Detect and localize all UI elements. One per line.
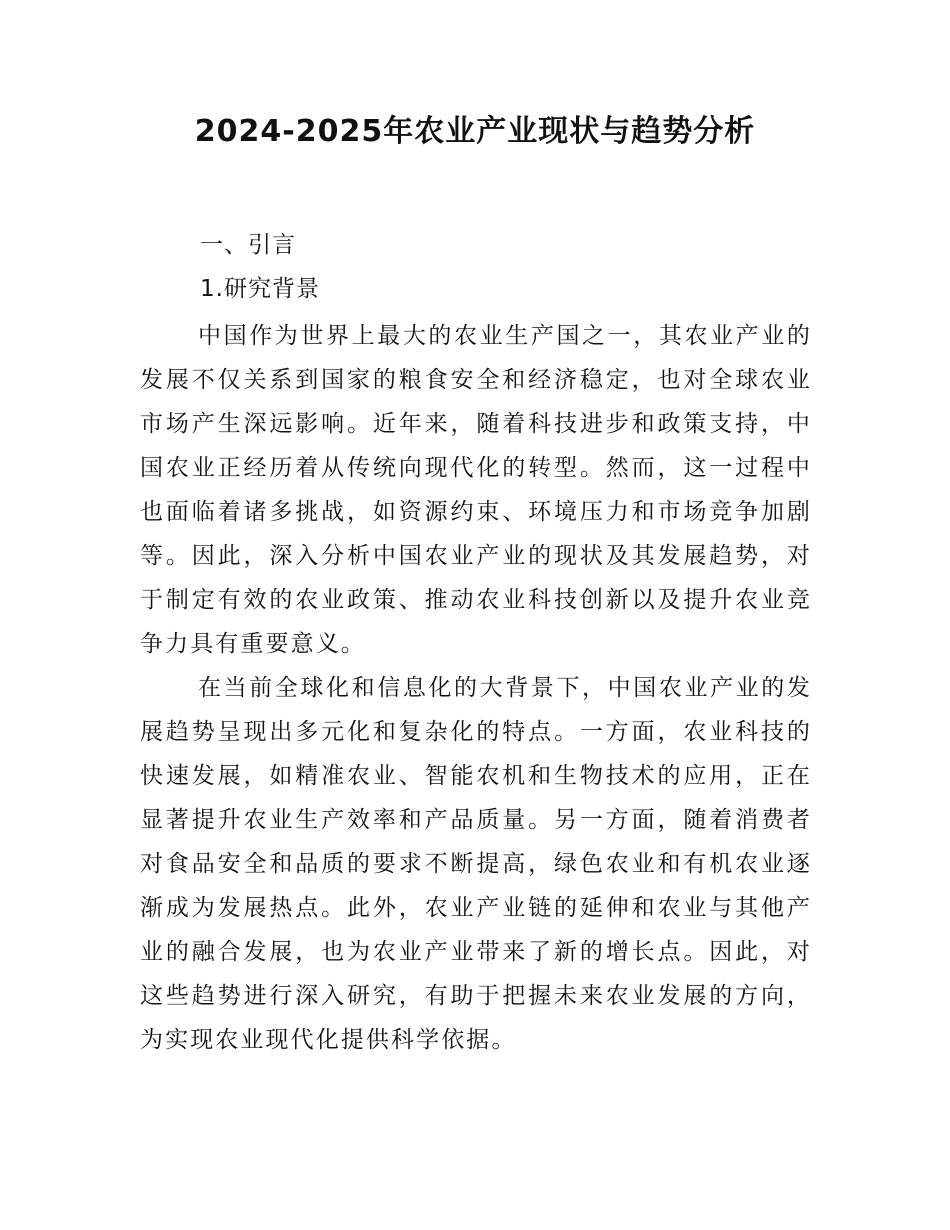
subsection-heading: 1.研究背景 xyxy=(200,276,320,302)
body-paragraph-1: 中国作为世界上最大的农业生产国之一，其农业产业的发展不仅关系到国家的粮食安全和经济稳定，也对全球农业市场产生深远影响。近年来，随着科技进步和政策支持，中国农业正经历着从传统向现代化的转型。然而，这一过程中也面临着诸多挑战，如资源约束、环境压力和市场竞争加剧等。因此，深入分析中国农业产业的现状及其发展趋势，对于制定有效的农业政策、推动农业科技创新以及提升农业竞争力具有重要意义。 xyxy=(140,323,812,657)
body-paragraph-2: 在当前全球化和信息化的大背景下，中国农业产业的发展趋势呈现出多元化和复杂化的特点。一方面，农业科技的快速发展，如精准农业、智能农机和生物技术的应用，正在显著提升农业生产效率和产品质量。另一方面，随着消费者对食品安全和品质的要求不断提高，绿色农业和有机农业逐渐成为发展热点。此外，农业产业链的延伸和农业与其他产业的融合发展，也为农业产业带来了新的增长点。因此，对这些趋势进行深入研究，有助于把握未来农业发展的方向，为实现农业现代化提供科学依据。 xyxy=(140,675,812,1053)
section-heading: 一、引言 xyxy=(200,232,296,258)
document-body xyxy=(140,226,812,1062)
document-title: 2024-2025年农业产业现状与趋势分析 xyxy=(194,114,756,149)
